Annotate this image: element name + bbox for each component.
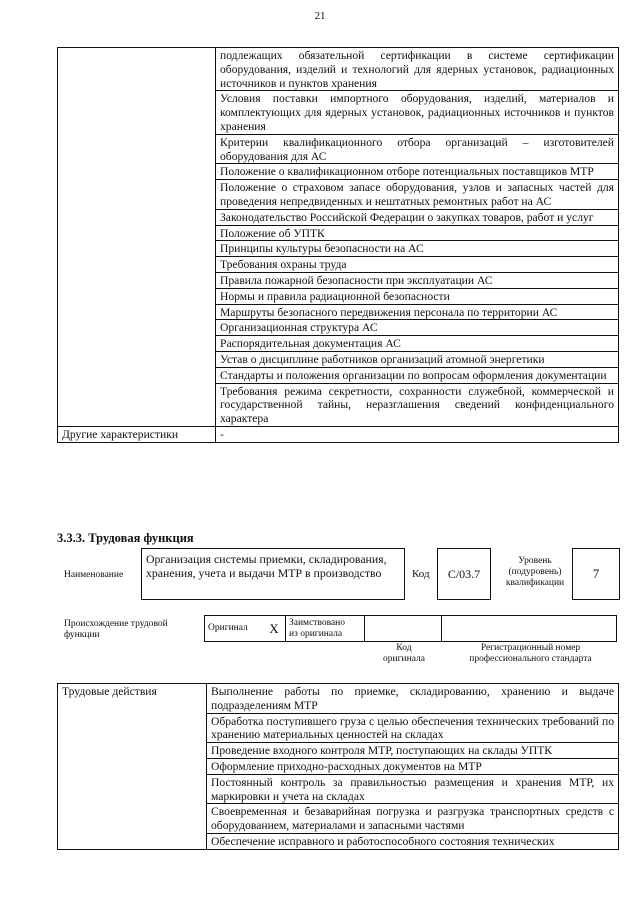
knowledge-item: Законодательство Российской Федерации о закупках товаров, работ и услуг — [216, 209, 619, 225]
origin-label-line-2: функции — [64, 630, 100, 640]
other-characteristics-label: Другие характеристики — [58, 426, 216, 442]
labor-actions-label: Трудовые действия — [58, 684, 207, 850]
knowledge-item: Положение об УПТК — [216, 225, 619, 241]
borrowed-label-line-2: из оригинала — [289, 628, 343, 639]
table-row — [58, 684, 619, 714]
knowledge-item: Стандарты и положения организации по вопросам оформления документации — [216, 367, 619, 383]
labor-action-item: Обработка поступившего груза с целью обеспечения технических требований по хранению материальных ценностей на складах — [207, 713, 619, 743]
section-title: 3.3.3. Трудовая функция — [57, 531, 194, 545]
level-label-line-1: Уровень — [518, 556, 552, 566]
code-caption-line-2: оригинала — [383, 654, 425, 664]
knowledge-item: Условия поставки импортного оборудования, изделий, материалов и комплектующих для ядерных установок, радиационных источников и пунктов хранения — [216, 91, 619, 134]
table-row — [58, 426, 619, 442]
labor-action-item: Обеспечение исправного и работоспособного состояния технических — [207, 833, 619, 849]
name-label: Наименование — [64, 570, 124, 580]
code-original-caption — [366, 643, 442, 665]
labor-action-item: Своевременная и безаварийная погрузка и разгрузка транспортных средств с оборудованием, материалами и запасными частями — [207, 804, 619, 834]
level-value: 7 — [592, 566, 600, 581]
origin-table — [204, 615, 617, 642]
function-code-box — [437, 548, 491, 600]
labor-actions-table — [57, 683, 619, 850]
reg-caption-line-2: профессионального стандарта — [469, 654, 592, 664]
level-label — [500, 556, 570, 589]
borrowed-label — [286, 616, 365, 642]
labor-action-item: Проведение входного контроля МТР, поступающих на склады УПТК — [207, 743, 619, 759]
origin-code-cell — [365, 616, 442, 642]
page-number: 21 — [314, 10, 326, 22]
knowledge-item: Распорядительная документация АС — [216, 336, 619, 352]
origin-label — [64, 619, 168, 641]
table-row — [58, 48, 619, 91]
knowledge-table — [57, 47, 619, 443]
registration-caption — [443, 643, 618, 665]
knowledge-item: Правила пожарной безопасности при эксплуатации АС — [216, 272, 619, 288]
knowledge-item: подлежащих обязательной сертификации в системе сертификации оборудования, изделий и технологий для ядерных установок, радиационных источников и пунктов хранения — [216, 48, 619, 91]
borrowed-label-line-1: Заимствовано — [289, 617, 346, 628]
labor-action-item: Постоянный контроль за правильностью размещения и хранения МТР, их маркировки и учета на складах — [207, 774, 619, 804]
original-label: Оригинал — [205, 616, 264, 642]
level-label-line-2: (подуровень) — [508, 567, 562, 577]
knowledge-item: Требования охраны труда — [216, 257, 619, 273]
labor-action-item: Выполнение работы по приемке, складированию, хранению и выдаче подразделениям МТР — [207, 684, 619, 714]
registration-number-cell — [442, 616, 617, 642]
function-code: C/03.7 — [447, 566, 481, 581]
code-label: Код — [412, 568, 430, 580]
knowledge-label-cell — [58, 48, 216, 427]
function-name-box: Организация системы приемки, складирования, хранения, учета и выдачи МТР в производство — [141, 548, 405, 600]
knowledge-item: Положение о страховом запасе оборудования, узлов и запасных частей для проведения непредвиденных и нештатных ремонтных работ на АС — [216, 180, 619, 210]
reg-caption-line-1: Регистрационный номер — [480, 643, 581, 653]
other-characteristics-value: - — [216, 426, 619, 442]
knowledge-item: Маршруты безопасного передвижения персонала по территории АС — [216, 304, 619, 320]
knowledge-item: Требования режима секретности, сохранности служебной, коммерческой и государственной тайны, неразглашения сведений конфиденциального характера — [216, 383, 619, 426]
knowledge-item: Нормы и правила радиационной безопасности — [216, 288, 619, 304]
level-box — [572, 548, 620, 600]
level-label-line-3: квалификации — [505, 578, 565, 588]
code-caption-line-1: Код — [396, 643, 412, 653]
origin-label-line-1: Происхождение трудовой — [64, 619, 168, 629]
knowledge-item: Критерии квалификационного отбора организаций – изготовителей оборудования для АС — [216, 134, 619, 164]
original-mark: X — [263, 616, 286, 642]
knowledge-item: Принципы культуры безопасности на АС — [216, 241, 619, 257]
knowledge-item: Организационная структура АС — [216, 320, 619, 336]
labor-action-item: Оформление приходно-расходных документов на МТР — [207, 758, 619, 774]
knowledge-item: Положение о квалификационном отборе потенциальных поставщиков МТР — [216, 164, 619, 180]
knowledge-item: Устав о дисциплине работников организаций атомной энергетики — [216, 351, 619, 367]
